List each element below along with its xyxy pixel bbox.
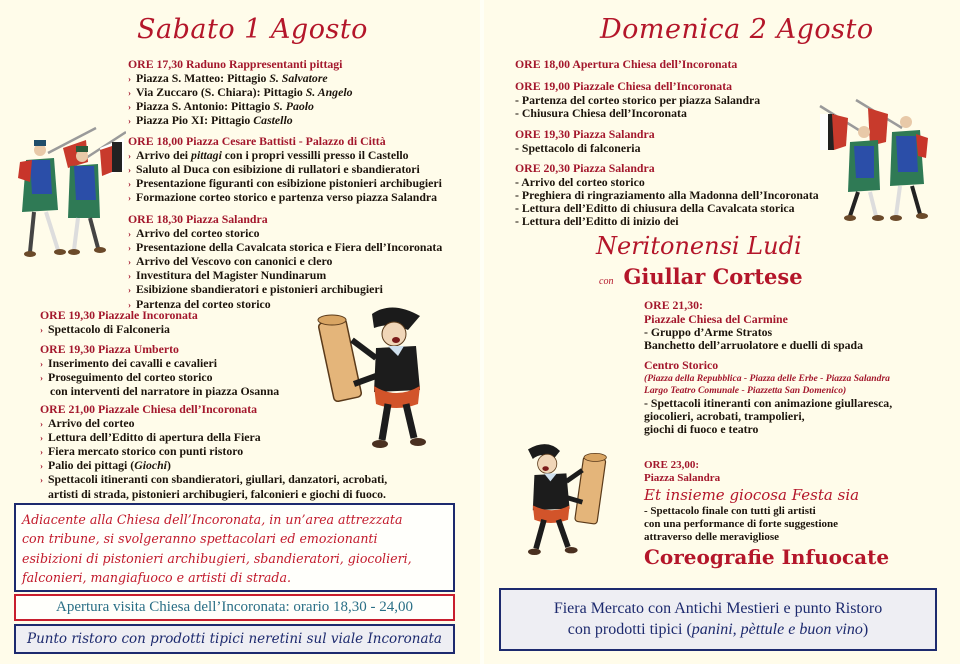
notice-line: esibizioni di pistonieri archibugieri, sbandieratori, giocolieri, xyxy=(22,550,412,566)
fair-line-2: con prodotti tipici (panini, pèttule e buon vino) xyxy=(567,621,869,638)
sun-2300-section xyxy=(644,459,889,570)
list-item: › Presentazione della Cavalcata storica e Fiera dell’Incoronata xyxy=(128,239,443,254)
list-item: › Saluto al Duca con esibizione di rullatori e sbandieratori xyxy=(128,161,420,176)
list-item: artisti di strada, pistonieri archibugieri, falconieri e giochi di fuoco. xyxy=(48,486,386,501)
list-item: › Investitura del Magister Nundinarum xyxy=(128,268,327,283)
section-header: ORE 19,30 Piazza Umberto xyxy=(40,342,179,356)
sunday-title: Domenica 2 Agosto xyxy=(600,14,874,45)
section-header: ORE 17,30 Raduno Rappresentanti pittagi xyxy=(128,57,343,71)
bullet-icon: › xyxy=(128,271,131,282)
section-header: ORE 18,00 Apertura Chiesa dell’Incoronata xyxy=(515,57,738,71)
section-header: ORE 19,00 Piazzale Chiesa dell’Incoronata xyxy=(515,79,733,93)
sat-1830-section xyxy=(128,213,442,312)
list-item: attraverso delle meravigliose xyxy=(644,531,780,543)
saturday-title: Sabato 1 Agosto xyxy=(137,14,368,45)
bullet-icon: › xyxy=(128,228,131,239)
sat-1800-section xyxy=(128,135,442,205)
bullet-icon: › xyxy=(40,475,43,486)
bullet-icon: › xyxy=(128,101,131,112)
food-point-text: Punto ristoro con prodotti tipici neretini sul viale Incoronata xyxy=(27,631,442,647)
list-item: › Spettacolo di Falconeria xyxy=(40,321,170,336)
section-header: ORE 20,30 Piazza Salandra xyxy=(515,161,655,175)
tribune-notice-box xyxy=(14,503,455,592)
bullet-icon: › xyxy=(40,418,43,429)
sun-2030-section xyxy=(515,162,819,228)
herald-with-scroll-icon xyxy=(512,425,632,565)
bullet-icon: › xyxy=(40,372,43,383)
list-item: - Partenza del corteo storico per piazza Salandra xyxy=(515,92,761,107)
section-time: ORE 21,30: xyxy=(644,298,703,312)
trumpeters-icon xyxy=(810,92,930,222)
centro-storico-section xyxy=(644,359,892,436)
list-item: › Presentazione figuranti con esibizione pistonieri archibugieri xyxy=(128,175,442,190)
bullet-icon: › xyxy=(128,256,131,267)
section-place: Piazzale Chiesa del Carmine xyxy=(644,311,788,326)
list-item: giochi di fuoco e teatro xyxy=(644,421,759,436)
bullet-icon: › xyxy=(40,446,43,457)
section-header: ORE 19,30 Piazzale Incoronata xyxy=(40,308,198,322)
notice-line: con tribune, si svolgeranno spettacolari ed emozionanti xyxy=(22,531,378,547)
list-item: › Lettura dell’Editto di apertura della Fiera xyxy=(40,429,261,444)
list-item: › Arrivo del corteo xyxy=(40,415,135,430)
list-item: - Arrivo del corteo storico xyxy=(515,174,645,189)
list-item: - Chiusura Chiesa dell’Incoronata xyxy=(515,105,687,120)
list-item: - Lettura dell’Editto di chiusura della Cavalcata storica xyxy=(515,200,795,215)
ludi-subtitle: Giullar Cortese xyxy=(623,264,803,289)
food-point-box xyxy=(14,624,455,654)
herald-with-scroll-icon xyxy=(312,300,462,450)
list-item: - Preghiera di ringraziamento alla Madonna dell’Incoronata xyxy=(515,187,819,202)
list-item: - Spettacoli itineranti con animazione giullaresca, xyxy=(644,395,893,410)
list-item: › Spettacoli itineranti con sbandieratori, giullari, danzatori, acrobati, xyxy=(40,472,388,487)
bullet-icon: › xyxy=(128,299,131,310)
church-hours-text: Apertura visita Chiesa dell’Incoronata: orario 18,30 - 24,00 xyxy=(56,599,413,615)
bullet-icon: › xyxy=(40,324,43,335)
bullet-icon: › xyxy=(40,432,43,443)
section-header: ORE 18,00 Piazza Cesare Battisti - Palazzo di Città xyxy=(128,134,386,148)
notice-line: falconieri, mangiafuoco e artisti di strada. xyxy=(22,569,291,585)
bullet-icon: › xyxy=(128,150,131,161)
list-item: › Palio dei pittagi (Giochi) xyxy=(40,458,171,473)
list-item: › Arrivo del Vescovo con canonici e clero xyxy=(128,253,333,268)
list-item: - Lettura dell’Editto di inizio dei xyxy=(515,214,679,229)
list-item: giocolieri, acrobati, trampolieri, xyxy=(644,408,805,423)
notice-line: Adiacente alla Chiesa dell’Incoronata, in un’area attrezzata xyxy=(22,512,403,527)
ludi-title: Neritonensi Ludi xyxy=(596,232,802,260)
list-item: › Fiera mercato storico con punti ristoro xyxy=(40,443,244,458)
section-header: ORE 18,30 Piazza Salandra xyxy=(128,212,268,226)
section-header: Centro Storico xyxy=(644,358,719,372)
list-item: › Arrivo dei pittagi con i propri vessilli presso il Castello xyxy=(128,147,409,162)
bullet-icon: › xyxy=(128,242,131,253)
fair-line-1: Fiera Mercato con Antichi Mestieri e punto Ristoro xyxy=(553,600,883,617)
bullet-icon: › xyxy=(128,178,131,189)
list-item: › Inserimento dei cavalli e cavalieri xyxy=(40,355,218,370)
list-item: › Proseguimento del corteo storico xyxy=(40,369,213,384)
ludi-subtitle-row xyxy=(599,264,803,289)
list-item: › Via Zuccaro (S. Chiara): Pittagio S. Angelo xyxy=(128,84,353,99)
finale-big-title: Coreografie Infuocate xyxy=(644,545,890,569)
finale-tagline: Et insieme giocosa Festa sia xyxy=(644,486,860,504)
bullet-icon: › xyxy=(40,461,43,472)
bullet-icon: › xyxy=(40,358,43,369)
page-sunday xyxy=(484,0,960,664)
list-item: con una performance di forte suggestione xyxy=(644,518,839,530)
sat-1730-section xyxy=(128,58,353,128)
sat-1930-umberto-section xyxy=(40,343,279,398)
sun-1900-section xyxy=(515,80,760,120)
section-header: ORE 21,00 Piazzale Chiesa dell’Incoronata xyxy=(40,402,258,416)
places-line: Largo Teatro Comunale - Piazzetta San Domenico) xyxy=(644,384,847,396)
bullet-icon: › xyxy=(128,285,131,296)
church-hours-box xyxy=(14,594,455,621)
list-item: con interventi del narratore in piazza Osanna xyxy=(50,383,280,398)
list-item: - Spettacolo di falconeria xyxy=(515,140,641,155)
list-item: › Partenza del corteo storico xyxy=(128,296,271,311)
bullet-icon: › xyxy=(128,116,131,127)
sun-1930-section xyxy=(515,128,655,155)
bullet-icon: › xyxy=(128,164,131,175)
list-item: › Esibizione sbandieratori e pistonieri archibugieri xyxy=(128,282,383,297)
list-item: - Gruppo d’Arme Stratos xyxy=(644,325,773,339)
trumpeters-icon xyxy=(8,120,126,258)
sun-1800-section xyxy=(515,58,737,72)
ludi-con: con xyxy=(599,276,614,287)
list-item: › Formazione corteo storico e partenza verso piazza Salandra xyxy=(128,190,438,205)
fair-market-box xyxy=(499,588,937,651)
list-item: - Spettacolo finale con tutti gli artisti xyxy=(644,505,816,517)
section-header: ORE 19,30 Piazza Salandra xyxy=(515,127,655,141)
bullet-icon: › xyxy=(128,87,131,98)
bullet-icon: › xyxy=(128,193,131,204)
bullet-icon: › xyxy=(128,73,131,84)
list-item: › Arrivo del corteo storico xyxy=(128,225,260,240)
sat-1930-incoronata-section xyxy=(40,309,198,337)
list-item: › Piazza S. Matteo: Pittagio S. Salvatore xyxy=(128,70,328,85)
section-time: ORE 23,00: xyxy=(644,459,699,471)
list-item: › Piazza S. Antonio: Pittagio S. Paolo xyxy=(128,98,314,113)
places-line: (Piazza della Repubblica - Piazza delle Erbe - Piazza Salandra xyxy=(644,372,890,384)
section-place: Piazza Salandra xyxy=(644,472,721,484)
list-item: Banchetto dell’arruolatore e duelli di spada xyxy=(644,338,864,353)
sun-2130-section xyxy=(644,299,863,352)
list-item: › Piazza Pio XI: Pittagio Castello xyxy=(128,113,293,128)
